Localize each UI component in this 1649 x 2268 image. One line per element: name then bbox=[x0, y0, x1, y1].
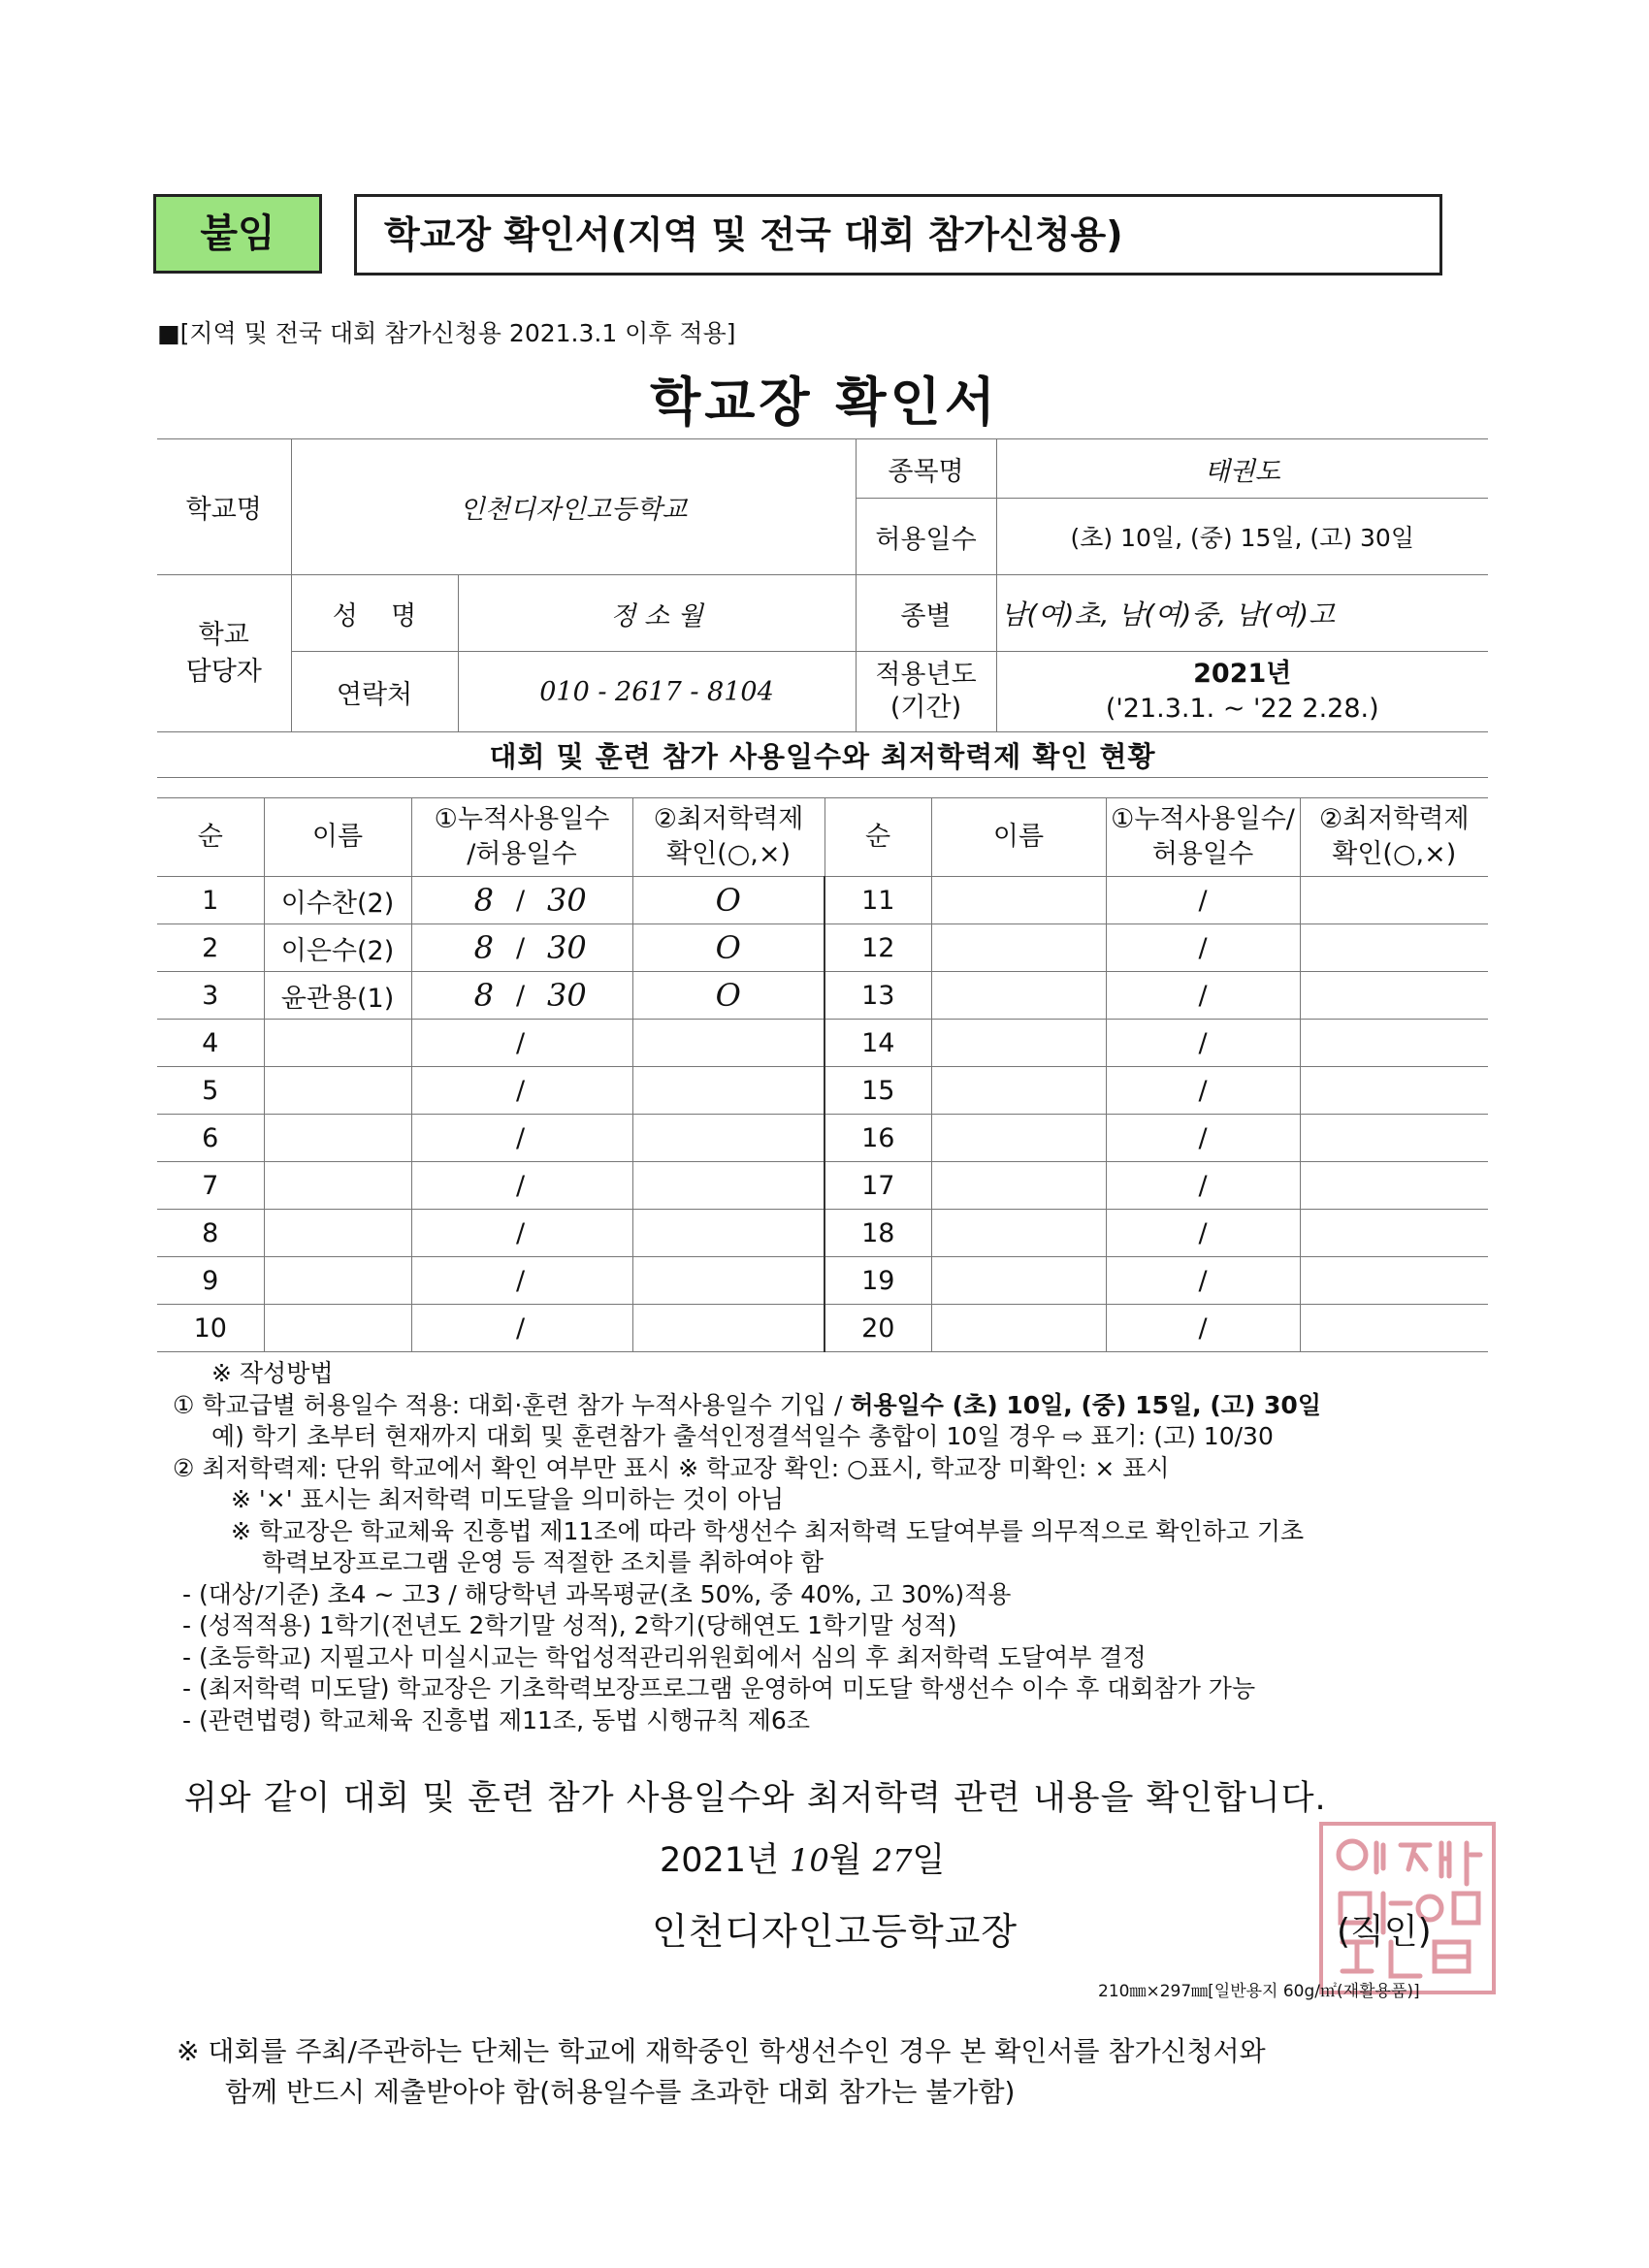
event-label: 종목명 bbox=[856, 439, 996, 499]
row-check-right bbox=[1300, 1162, 1488, 1210]
row-name-right bbox=[931, 972, 1106, 1020]
contact-label: 연락처 bbox=[291, 652, 458, 732]
row-days-right: / bbox=[1106, 1067, 1300, 1115]
header-no-right: 순 bbox=[824, 798, 931, 877]
row-check: O bbox=[632, 924, 824, 972]
manager-label: 학교 담당자 bbox=[157, 575, 291, 732]
date-day: 27 bbox=[872, 1842, 913, 1879]
row-name bbox=[264, 1020, 411, 1067]
header-days-right-line1: ①누적사용일수/ bbox=[1111, 804, 1295, 834]
row-allowed: 30 bbox=[547, 972, 632, 1020]
row-no: 10 bbox=[157, 1305, 264, 1352]
footer-note bbox=[177, 2031, 1266, 2113]
note-1-text: ① 학교급별 허용일수 적용: 대회·훈련 참가 누적사용일수 기입 / bbox=[173, 1390, 851, 1419]
row-check bbox=[632, 1305, 824, 1352]
row-check-right bbox=[1300, 1067, 1488, 1115]
row-no-right: 16 bbox=[824, 1115, 931, 1162]
table-row bbox=[157, 877, 1488, 924]
row-check-right bbox=[1300, 1305, 1488, 1352]
header-grade-right-line2: 확인(○,×) bbox=[1332, 839, 1457, 869]
school-name-label: 학교명 bbox=[157, 439, 291, 575]
row-no: 2 bbox=[157, 924, 264, 972]
info-table bbox=[157, 438, 1488, 778]
period-label bbox=[856, 652, 996, 732]
table-row bbox=[157, 1115, 1488, 1162]
detail-elementary: - (초등학교) 지필고사 미실시교는 학업성적관리위원회에서 심의 후 최저학력 도달여부 결정 bbox=[182, 1642, 1147, 1671]
row-no-right: 19 bbox=[824, 1257, 931, 1305]
row-used bbox=[411, 1257, 494, 1305]
row-used bbox=[411, 1067, 494, 1115]
gender-label: 종별 bbox=[856, 575, 996, 652]
note-1 bbox=[173, 1390, 1492, 1422]
row-allowed bbox=[547, 1067, 632, 1115]
period-label-line1: 적용년도 bbox=[875, 660, 977, 690]
roster-table bbox=[157, 797, 1488, 1352]
row-allowed: 30 bbox=[547, 924, 632, 972]
table-row bbox=[157, 1210, 1488, 1257]
row-no-right: 14 bbox=[824, 1020, 931, 1067]
detail-target: - (대상/기준) 초4 ~ 고3 / 해당학년 과목평균(초 50%, 중 40%, 고 30%)적용 bbox=[182, 1579, 1012, 1608]
row-no-right: 11 bbox=[824, 877, 931, 924]
row-slash: / bbox=[494, 1305, 547, 1352]
manager-name-label: 성 명 bbox=[291, 575, 458, 652]
row-allowed bbox=[547, 1305, 632, 1352]
note-1-example: 예) 학기 초부터 현재까지 대회 및 훈련참가 출석인정결석일수 총합이 10일 경우 ⇨ 표기: (고) 10/30 bbox=[211, 1422, 1274, 1450]
principal-name: 인천디자인고등학교장 bbox=[652, 1910, 1018, 1953]
row-name bbox=[264, 1162, 411, 1210]
header-grade-right-line1: ②최저학력제 bbox=[1318, 804, 1470, 834]
row-slash: / bbox=[494, 1115, 547, 1162]
row-name-right bbox=[931, 1115, 1106, 1162]
note-2: ② 최저학력제: 단위 학교에서 확인 여부만 표시 ※ 학교장 확인: ○표시, 학교장 미확인: × 표시 bbox=[173, 1453, 1170, 1482]
detail-below-min: - (최저학력 미도달) 학교장은 기초학력보장프로그램 운영하여 미도달 학생선수 이수 후 대회참가 가능 bbox=[182, 1674, 1256, 1702]
period-range: ('21.3.1. ~ '22 2.28.) bbox=[1105, 694, 1379, 724]
header-grade bbox=[632, 798, 824, 877]
table-row bbox=[157, 1257, 1488, 1305]
row-no-right: 13 bbox=[824, 972, 931, 1020]
row-no-right: 12 bbox=[824, 924, 931, 972]
row-check-right bbox=[1300, 1115, 1488, 1162]
row-no: 5 bbox=[157, 1067, 264, 1115]
row-check-right bbox=[1300, 924, 1488, 972]
row-name-right bbox=[931, 1162, 1106, 1210]
period-value bbox=[996, 652, 1488, 732]
header-days-line2: /허용일수 bbox=[467, 839, 577, 869]
header-name-right: 이름 bbox=[931, 798, 1106, 877]
notes-heading: ※ 작성방법 bbox=[211, 1359, 334, 1387]
row-check: O bbox=[632, 972, 824, 1020]
note-2-law-1: ※ 학교장은 학교체육 진흥법 제11조에 따라 학생선수 최저학력 도달여부를 의무적으로 확인하고 기초 bbox=[231, 1516, 1305, 1545]
row-check-right bbox=[1300, 877, 1488, 924]
row-days-right: / bbox=[1106, 1257, 1300, 1305]
table-row bbox=[157, 1162, 1488, 1210]
row-allowed bbox=[547, 1115, 632, 1162]
row-name bbox=[264, 1210, 411, 1257]
allowed-days-value: (초) 10일, (중) 15일, (고) 30일 bbox=[996, 499, 1488, 575]
row-used bbox=[411, 1210, 494, 1257]
row-name-right bbox=[931, 1210, 1106, 1257]
table-row bbox=[157, 972, 1488, 1020]
header-name: 이름 bbox=[264, 798, 411, 877]
note-1-bold: 허용일수 (초) 10일, (중) 15일, (고) 30일 bbox=[850, 1390, 1321, 1419]
row-slash: / bbox=[494, 924, 547, 972]
row-no-right: 20 bbox=[824, 1305, 931, 1352]
attachment-tag: 붙임 bbox=[153, 194, 322, 274]
row-no-right: 18 bbox=[824, 1210, 931, 1257]
row-no: 6 bbox=[157, 1115, 264, 1162]
header-title: 학교장 확인서(지역 및 전국 대회 참가신청용) bbox=[354, 194, 1442, 275]
row-days-right: / bbox=[1106, 877, 1300, 924]
row-no: 7 bbox=[157, 1162, 264, 1210]
row-name: 이은수(2) bbox=[264, 924, 411, 972]
footer-note-line2: 함께 반드시 제출받아야 함(허용일수를 초과한 대회 참가는 불가함) bbox=[225, 2076, 1016, 2108]
row-no: 1 bbox=[157, 877, 264, 924]
row-check: O bbox=[632, 877, 824, 924]
row-name-right bbox=[931, 1020, 1106, 1067]
note-2-law-2: 학력보장프로그램 운영 등 적절한 조치를 취하여야 함 bbox=[262, 1548, 824, 1576]
row-days-right: / bbox=[1106, 1020, 1300, 1067]
row-check bbox=[632, 1067, 824, 1115]
note-2-x: ※ '×' 표시는 최저학력 미도달을 의미하는 것이 아님 bbox=[231, 1485, 785, 1513]
school-name-value: 인천디자인고등학교 bbox=[291, 439, 856, 575]
manager-name-value: 정 소 월 bbox=[458, 575, 856, 652]
date-line bbox=[660, 1833, 945, 1882]
row-no-right: 15 bbox=[824, 1067, 931, 1115]
row-no: 9 bbox=[157, 1257, 264, 1305]
header-days-line1: ①누적사용일수 bbox=[434, 804, 610, 834]
confirmation-statement: 위와 같이 대회 및 훈련 참가 사용일수와 최저학력 관련 내용을 확인합니다. bbox=[184, 1779, 1327, 1818]
row-slash: / bbox=[494, 1067, 547, 1115]
table-row bbox=[157, 1067, 1488, 1115]
date-month-unit: 월 bbox=[828, 1841, 862, 1880]
row-days-right: / bbox=[1106, 1115, 1300, 1162]
event-value: 태권도 bbox=[996, 439, 1488, 499]
footer-note-line1: ※ 대회를 주최/주관하는 단체는 학교에 재학중인 학생선수인 경우 본 확인서를 참가신청서와 bbox=[177, 2035, 1266, 2067]
official-seal-label: (직인) bbox=[1337, 1912, 1432, 1952]
gender-value: 남(여)초, 남(여)중, 남(여)고 bbox=[996, 575, 1488, 652]
allowed-days-label: 허용일수 bbox=[856, 499, 996, 575]
detail-grades: - (성적적용) 1학기(전년도 2학기말 성적), 2학기(당해연도 1학기말 성적) bbox=[182, 1611, 957, 1639]
row-allowed bbox=[547, 1162, 632, 1210]
row-name-right bbox=[931, 1257, 1106, 1305]
detail-law: - (관련법령) 학교체육 진흥법 제11조, 동법 시행규칙 제6조 bbox=[182, 1705, 810, 1734]
row-days-right: / bbox=[1106, 924, 1300, 972]
row-allowed bbox=[547, 1210, 632, 1257]
row-name bbox=[264, 1115, 411, 1162]
row-used bbox=[411, 1115, 494, 1162]
contact-value: 010 - 2617 - 8104 bbox=[458, 652, 856, 732]
row-used: 8 bbox=[411, 924, 494, 972]
row-days-right: / bbox=[1106, 1305, 1300, 1352]
row-allowed bbox=[547, 1257, 632, 1305]
date-year: 2021년 bbox=[660, 1841, 779, 1880]
row-slash: / bbox=[494, 1020, 547, 1067]
scope-note: ■[지역 및 전국 대회 참가신청용 2021.3.1 이후 적용] bbox=[157, 319, 736, 347]
row-check bbox=[632, 1257, 824, 1305]
row-name-right bbox=[931, 1067, 1106, 1115]
row-no-right: 17 bbox=[824, 1162, 931, 1210]
row-slash: / bbox=[494, 1257, 547, 1305]
header-grade-line1: ②최저학력제 bbox=[653, 804, 804, 834]
row-used bbox=[411, 1305, 494, 1352]
row-slash: / bbox=[494, 877, 547, 924]
paper-spec: 210㎜×297㎜[일반용지 60g/㎡(재활용품)] bbox=[1098, 1982, 1420, 2001]
row-name-right bbox=[931, 924, 1106, 972]
header-days-right bbox=[1106, 798, 1300, 877]
date-month: 10 bbox=[790, 1842, 829, 1879]
row-used: 8 bbox=[411, 877, 494, 924]
row-check bbox=[632, 1210, 824, 1257]
row-check-right bbox=[1300, 1257, 1488, 1305]
date-day-unit: 일 bbox=[912, 1841, 946, 1880]
table-row bbox=[157, 1305, 1488, 1352]
row-name-right bbox=[931, 1305, 1106, 1352]
row-no: 4 bbox=[157, 1020, 264, 1067]
row-slash: / bbox=[494, 1162, 547, 1210]
row-name bbox=[264, 1257, 411, 1305]
row-days-right: / bbox=[1106, 1162, 1300, 1210]
row-check-right bbox=[1300, 972, 1488, 1020]
writing-instructions bbox=[173, 1358, 1492, 1736]
row-slash: / bbox=[494, 972, 547, 1020]
row-allowed bbox=[547, 1020, 632, 1067]
row-days-right: / bbox=[1106, 972, 1300, 1020]
header-grade-right bbox=[1300, 798, 1488, 877]
header-days-right-line2: 허용일수 bbox=[1151, 839, 1254, 869]
row-check bbox=[632, 1162, 824, 1210]
row-check-right bbox=[1300, 1020, 1488, 1067]
row-name: 이수찬(2) bbox=[264, 877, 411, 924]
row-check bbox=[632, 1020, 824, 1067]
row-name: 윤관용(1) bbox=[264, 972, 411, 1020]
row-no: 3 bbox=[157, 972, 264, 1020]
row-name-right bbox=[931, 877, 1106, 924]
row-slash: / bbox=[494, 1210, 547, 1257]
period-year: 2021년 bbox=[1193, 659, 1292, 689]
row-days-right: / bbox=[1106, 1210, 1300, 1257]
header-grade-line2: 확인(○,×) bbox=[666, 839, 792, 869]
status-title: 대회 및 훈련 참가 사용일수와 최저학력제 확인 현황 bbox=[157, 732, 1488, 778]
document-title: 학교장 확인서 bbox=[650, 372, 999, 433]
row-name bbox=[264, 1067, 411, 1115]
row-check-right bbox=[1300, 1210, 1488, 1257]
row-used: 8 bbox=[411, 972, 494, 1020]
period-label-line2: (기간) bbox=[889, 693, 962, 723]
header-days bbox=[411, 798, 632, 877]
table-row bbox=[157, 1020, 1488, 1067]
table-row bbox=[157, 924, 1488, 972]
row-used bbox=[411, 1020, 494, 1067]
row-allowed: 30 bbox=[547, 877, 632, 924]
row-check bbox=[632, 1115, 824, 1162]
row-name bbox=[264, 1305, 411, 1352]
header-no: 순 bbox=[157, 798, 264, 877]
row-used bbox=[411, 1162, 494, 1210]
row-no: 8 bbox=[157, 1210, 264, 1257]
